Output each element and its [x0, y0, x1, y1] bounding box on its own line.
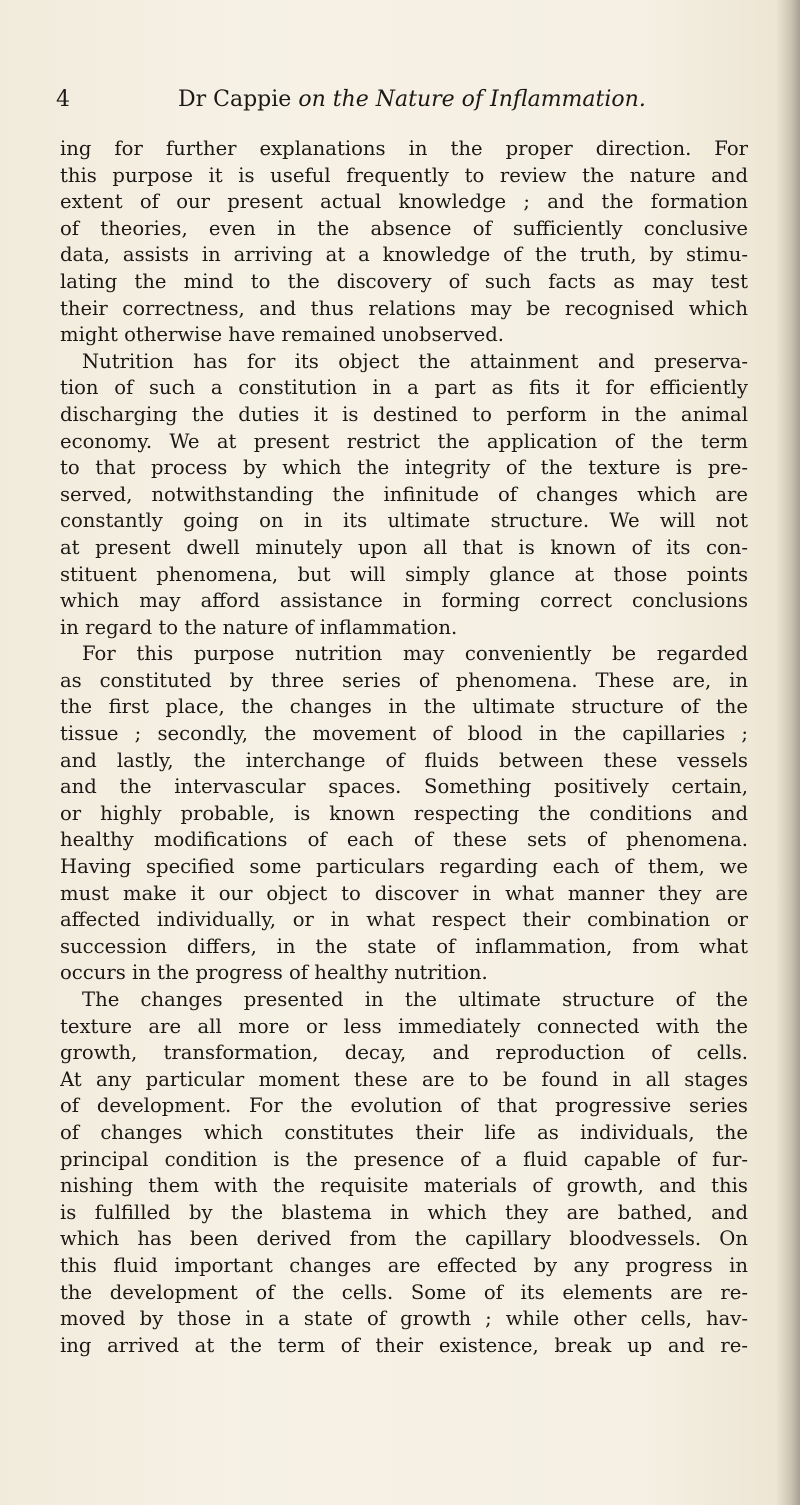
text-line: Having specified some particulars regarding each of them, we	[60, 855, 748, 879]
text-line: which has been derived from the capillary bloodvessels. On	[60, 1227, 748, 1251]
text-line: principal condition is the presence of a fluid capable of fur-	[60, 1147, 748, 1171]
text-line: at present dwell minutely upon all that is known of its con-	[60, 535, 748, 559]
text-line: ing for further explanations in the proper direction. For	[60, 137, 748, 160]
text-line: constantly going on in its ultimate structure. We will not	[60, 509, 748, 533]
text-line: texture are all more or less immediately connected with the	[60, 1014, 748, 1038]
text-line: ing arrived at the term of their existence, break up and re-	[60, 1333, 748, 1357]
text-line: as constituted by three series of phenomena. These are, in	[60, 668, 748, 692]
text-line: stituent phenomena, but will simply glance at those points	[60, 562, 748, 586]
text-line: or highly probable, is known respecting the conditions and	[60, 801, 748, 825]
text-line: growth, transformation, decay, and reproduction of cells.	[60, 1041, 748, 1065]
text-line: data, assists in arriving at a knowledge of the truth, by stimu-	[60, 243, 748, 267]
text-line: nishing them with the requisite materials of growth, and this	[60, 1174, 748, 1198]
page-header	[56, 86, 746, 118]
text-line: which may afford assistance in forming correct conclusions	[60, 589, 748, 613]
text-line: Nutrition has for its object the attainment and preserva-	[82, 349, 748, 373]
running-head	[178, 86, 646, 114]
text-line: served, notwithstanding the infinitude of changes which are	[60, 482, 748, 506]
text-line: is fulfilled by the blastema in which they are bathed, and	[60, 1200, 748, 1224]
text-line: might otherwise have remained unobserved.	[60, 323, 504, 347]
running-head-author: Dr Cappie	[178, 87, 292, 112]
text-line: economy. We at present restrict the application of the term	[60, 429, 748, 453]
text-line: For this purpose nutrition may conveniently be regarded	[82, 642, 748, 666]
text-line: extent of our present actual knowledge ; and the formation	[60, 190, 748, 214]
text-line: tion of such a constitution in a part as fits it for efficiently	[60, 376, 748, 400]
text-line: tissue ; secondly, the movement of blood in the capillaries ;	[60, 722, 748, 746]
text-line: and lastly, the interchange of fluids between these vessels	[60, 748, 748, 772]
text-line: At any particular moment these are to be found in all stages	[60, 1067, 748, 1091]
text-line: in regard to the nature of inflammation.	[60, 615, 458, 639]
text-line: to that process by which the integrity of the texture is pre-	[60, 456, 748, 480]
text-line: The changes presented in the ultimate structure of the	[82, 988, 748, 1011]
text-line: discharging the duties it is destined to perform in the animal	[60, 402, 748, 426]
text-line: occurs in the progress of healthy nutrition.	[60, 961, 488, 985]
text-line: of changes which constitutes their life as individuals, the	[60, 1120, 748, 1144]
text-line: this purpose it is useful frequently to review the nature and	[60, 163, 748, 187]
text-line: the first place, the changes in the ultimate structure of the	[60, 695, 748, 719]
text-line: of theories, even in the absence of sufficiently conclusive	[60, 216, 748, 240]
page-number: 4	[56, 87, 70, 112]
running-head-title: on the Nature of Inflammation.	[298, 87, 646, 112]
text-line: and the intervascular spaces. Something positively certain,	[60, 775, 748, 799]
text-line: affected individually, or in what respect their combination or	[60, 908, 748, 932]
text-line: lating the mind to the discovery of such facts as may test	[60, 269, 748, 293]
text-line: succession differs, in the state of inflammation, from what	[60, 934, 748, 958]
text-line: their correctness, and thus relations may be recognised which	[60, 296, 748, 320]
body-text	[60, 136, 748, 1359]
text-line: must make it our object to discover in what manner they are	[60, 881, 748, 905]
text-line: of development. For the evolution of that progressive series	[60, 1094, 748, 1118]
text-line: moved by those in a state of growth ; while other cells, hav-	[60, 1307, 748, 1331]
text-line: healthy modifications of each of these sets of phenomena.	[60, 828, 748, 852]
page-edge-shadow	[776, 0, 800, 1505]
text-line: this fluid important changes are effected by any progress in	[60, 1253, 748, 1277]
text-line: the development of the cells. Some of its elements are re-	[60, 1280, 748, 1304]
